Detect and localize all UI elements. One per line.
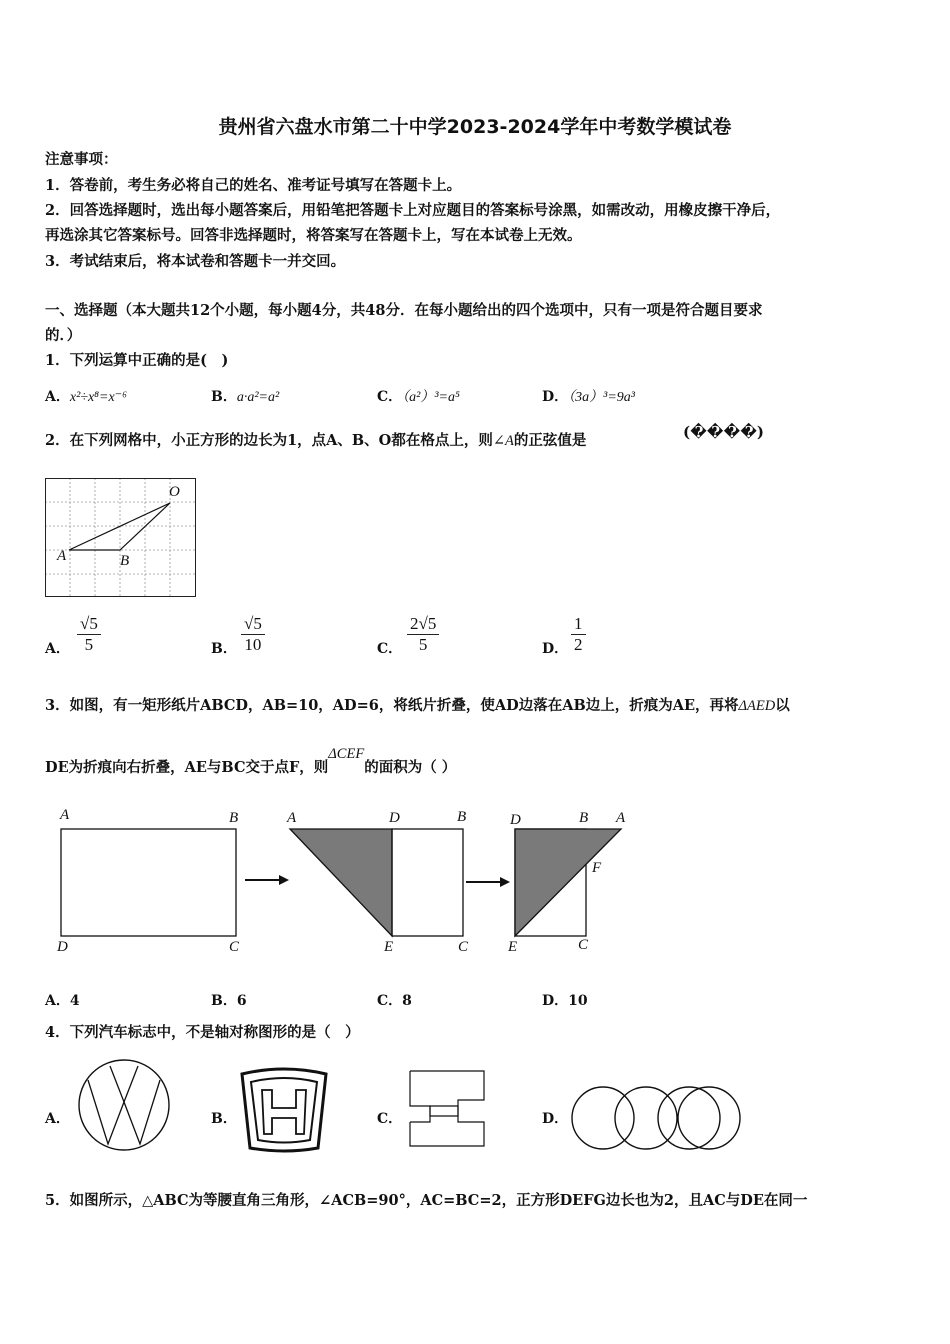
q3-stem-line2: DE为折痕向右折叠，AE与BC交于点F，则ΔCEF的面积为（ ） (45, 746, 457, 776)
q4-logo-c-blocks (408, 1070, 488, 1148)
q2-stem: 2．在下列网格中，小正方形的边长为1，点A、B、O都在格点上，则∠A的正弦值是 (45, 432, 587, 449)
q3-fig3-label-f: F (592, 860, 602, 876)
q2-option-c-fraction: 2√5 5 (407, 614, 439, 655)
q4-logo-a-vw (76, 1058, 172, 1152)
q3-fig1-label-b: B (229, 810, 239, 826)
q3-fig2-label-d: D (389, 810, 400, 826)
q2-option-a-letter: A． (45, 641, 70, 657)
q1-option-d: D．（3a）³=9a³ (542, 389, 635, 405)
q5-stem: 5．如图所示，△ABC为等腰直角三角形，∠ACB=90°，AC=BC=2，正方形DEFG边长也为2，且AC与DE在同一 (45, 1192, 808, 1209)
q3-fig2-label-a: A (287, 810, 297, 826)
q2-label-a: A (57, 548, 67, 564)
q3-fig3-label-e: E (508, 939, 518, 955)
triangle-abo (69, 503, 170, 550)
q2-option-b-fraction: √5 10 (241, 614, 265, 655)
q3-option-d: D．10 (542, 993, 588, 1009)
notice-item-1: 1．答卷前，考生务必将自己的姓名、准考证号填写在答题卡上。 (45, 177, 462, 194)
q2-option-c-letter: C． (377, 641, 403, 657)
q3-fig2-label-c: C (458, 939, 469, 955)
q1-option-b: B．a·a²=a² (211, 389, 280, 405)
notice-heading: 注意事项： (45, 151, 118, 168)
q3-option-b: B．6 (211, 993, 247, 1009)
q3-figure-fold-2 (513, 828, 625, 938)
q3-fig3-label-c: C (578, 937, 589, 953)
q2-label-b: B (120, 553, 130, 569)
q4-stem: 4．下列汽车标志中，不是轴对称图形的是（ ） (45, 1024, 360, 1041)
q3-stem-line1: 3．如图，有一矩形纸片ABCD，AB=10，AD=6，将纸片折叠，使AD边落在AB边上，折痕为AE，再将ΔAED以 (45, 697, 790, 714)
q2-garbled-paren: (����) (683, 423, 764, 441)
q3-fig2-label-e: E (384, 939, 394, 955)
q3-option-a: A．4 (45, 993, 80, 1009)
q4-logo-d-rings (568, 1085, 744, 1151)
q3-fig1-label-c: C (229, 939, 240, 955)
q2-option-d-fraction: 1 2 (571, 614, 586, 655)
q1-option-c: C．（a²）³=a⁵ (377, 389, 460, 405)
q3-arrow-1 (245, 873, 290, 887)
angle-a: ∠A (492, 433, 514, 449)
q3-fig2-label-b: B (457, 809, 467, 825)
q3-fig3-label-a: A (616, 810, 626, 826)
q3-figure-fold-1 (288, 828, 466, 938)
q4-logo-b-honda (238, 1068, 330, 1154)
q3-fig3-label-d: D (510, 812, 521, 828)
q3-fig1-label-d: D (57, 939, 68, 955)
q2-option-a-fraction: √5 5 (77, 614, 101, 655)
section-heading-cont: 的．） (45, 327, 82, 344)
q4-option-b: B． (211, 1111, 237, 1127)
page-title: 贵州省六盘水市第二十中学2023-2024学年中考数学模试卷 (218, 116, 732, 138)
q4-option-d: D． (542, 1111, 569, 1127)
q1-stem: 1．下列运算中正确的是( ) (45, 352, 229, 369)
section-heading: 一、选择题（本大题共12个小题，每小题4分，共48分．在每小题给出的四个选项中，只有一项是符合题目要求 (45, 302, 763, 319)
notice-item-2-cont: 再选涂其它答案标号。回答非选择题时，将答案写在答题卡上，写在本试卷上无效。 (45, 227, 582, 244)
q3-figure-rectangle (60, 828, 240, 938)
q2-option-b-letter: B． (211, 641, 237, 657)
q2-option-d-letter: D． (542, 641, 569, 657)
q2-label-o: O (169, 484, 180, 500)
q3-fig3-label-b: B (579, 810, 589, 826)
q3-fig1-label-a: A (60, 807, 70, 823)
q4-option-a: A． (45, 1111, 70, 1127)
notice-item-2: 2．回答选择题时，选出每小题答案后，用铅笔把答题卡上对应题目的答案标号涂黑，如需改动，用橡皮擦干净后， (45, 202, 781, 219)
q4-option-c: C． (377, 1111, 403, 1127)
q3-option-c: C．8 (377, 993, 412, 1009)
q1-option-a: A．x²÷x⁸=x⁻⁶ (45, 389, 127, 405)
notice-item-3: 3．考试结束后，将本试卷和答题卡一并交回。 (45, 253, 346, 270)
q3-arrow-2 (466, 875, 511, 889)
